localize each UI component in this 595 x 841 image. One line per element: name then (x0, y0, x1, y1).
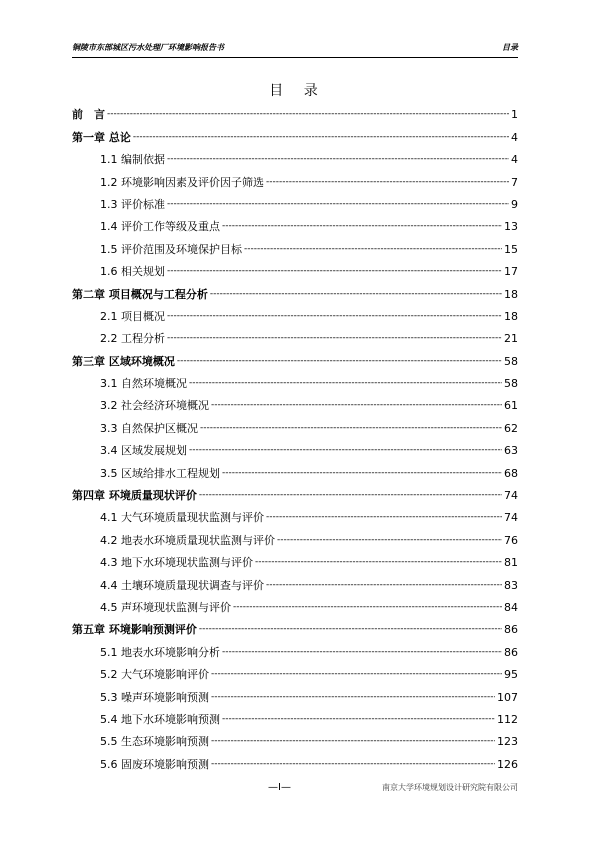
toc-leader-dashes (211, 758, 495, 771)
toc-section-entry[interactable] (72, 144, 518, 166)
toc-entry-page: 61 (504, 399, 518, 413)
toc-entry-label: 1.4 评价工作等级及重点 (100, 220, 220, 234)
running-header (72, 40, 518, 56)
toc-chapter-entry[interactable] (72, 99, 518, 121)
toc-section-entry[interactable] (72, 368, 518, 390)
toc-section-entry[interactable] (72, 390, 518, 412)
toc-section-entry[interactable] (72, 547, 518, 569)
toc-leader-dashes (211, 399, 502, 412)
toc-entry-page: 17 (504, 265, 518, 279)
toc-leader-dashes (266, 579, 502, 592)
toc-entry-label: 5.4 地下水环境影响预测 (100, 712, 220, 726)
toc-entry-page: 21 (504, 332, 518, 346)
toc-leader-dashes (222, 713, 495, 726)
toc-leader-dashes (222, 646, 502, 659)
toc-entry-label: 5.1 地表水环境影响分析 (100, 645, 220, 659)
toc-section-entry[interactable] (72, 704, 518, 726)
toc-entry-page: 4 (511, 153, 518, 167)
toc-chapter-entry[interactable] (72, 345, 518, 367)
toc-leader-dashes (255, 556, 502, 569)
toc-entry-label: 第三章 区域环境概况 (72, 354, 175, 368)
toc-leader-dashes (167, 198, 509, 211)
toc-leader-dashes (266, 176, 509, 189)
toc-entry-label: 5.6 固废环境影响预测 (100, 757, 209, 771)
toc-entry-page: 9 (511, 197, 518, 211)
toc-entry-label: 4.3 地下水环境现状监测与评价 (100, 556, 253, 570)
toc-section-entry[interactable] (72, 301, 518, 323)
toc-entry-label: 1.6 相关规划 (100, 265, 165, 279)
toc-entry-page: 4 (511, 130, 518, 144)
toc-entry-label: 4.4 土壤环境质量现状调查与评价 (100, 578, 264, 592)
toc-entry-page: 86 (504, 645, 518, 659)
toc-entry-label: 第二章 项目概况与工程分析 (72, 287, 208, 301)
toc-entry-label: 4.5 声环境现状监测与评价 (100, 600, 231, 614)
toc-entry-label: 2.2 工程分析 (100, 332, 165, 346)
toc-entry-label: 3.3 自然保护区概况 (100, 421, 198, 435)
section-name: 目录 (502, 43, 518, 52)
toc-section-entry[interactable] (72, 323, 518, 345)
toc-entry-page: 123 (497, 735, 518, 749)
toc-section-entry[interactable] (72, 502, 518, 524)
toc-leader-dashes (200, 422, 502, 435)
toc-entry-page: 76 (504, 533, 518, 547)
toc-entry-page: 95 (504, 668, 518, 682)
toc-leader-dashes (189, 444, 502, 457)
toc-entry-page: 112 (497, 712, 518, 726)
toc-leader-dashes (222, 467, 502, 480)
toc-leader-dashes (244, 243, 502, 256)
toc-leader-dashes (222, 220, 502, 233)
toc-entry-label: 1.5 评价范围及环境保护目标 (100, 242, 242, 256)
toc-section-entry[interactable] (72, 189, 518, 211)
toc-entry-label: 5.2 大气环境影响评价 (100, 668, 209, 682)
document-title: 铜陵市东部城区污水处理厂环境影响报告书 (72, 43, 224, 52)
toc-chapter-entry[interactable] (72, 480, 518, 502)
toc-section-entry[interactable] (72, 748, 518, 770)
toc-entry-page: 18 (504, 287, 518, 301)
toc-leader-dashes (199, 623, 502, 636)
toc-entry-page: 18 (504, 309, 518, 323)
toc-entry-label: 前 言 (72, 108, 105, 122)
table-of-contents (72, 99, 518, 771)
toc-leader-dashes (211, 691, 495, 704)
toc-entry-page: 15 (504, 242, 518, 256)
toc-entry-page: 81 (504, 556, 518, 570)
header-rule (72, 57, 518, 58)
toc-leader-dashes (167, 332, 502, 345)
toc-leader-dashes (233, 601, 502, 614)
toc-entry-page: 62 (504, 421, 518, 435)
toc-entry-label: 4.2 地表水环境质量现状监测与评价 (100, 533, 275, 547)
toc-leader-dashes (167, 153, 509, 166)
toc-entry-label: 4.1 大气环境质量现状监测与评价 (100, 511, 264, 525)
toc-chapter-entry[interactable] (72, 278, 518, 300)
toc-chapter-entry[interactable] (72, 121, 518, 143)
toc-entry-page: 126 (497, 757, 518, 771)
toc-entry-page: 7 (511, 175, 518, 189)
toc-leader-dashes (177, 355, 502, 368)
toc-entry-label: 3.1 自然环境概况 (100, 377, 187, 391)
toc-entry-page: 74 (504, 511, 518, 525)
toc-leader-dashes (266, 511, 502, 524)
toc-section-entry[interactable] (72, 233, 518, 255)
toc-entry-page: 74 (504, 489, 518, 503)
page-number: —I— (268, 782, 291, 793)
toc-entry-label: 3.4 区域发展规划 (100, 444, 187, 458)
toc-section-entry[interactable] (72, 681, 518, 703)
toc-entry-label: 1.1 编制依据 (100, 153, 165, 167)
toc-entry-label: 3.2 社会经济环境概况 (100, 399, 209, 413)
toc-entry-label: 第四章 环境质量现状评价 (72, 489, 197, 503)
toc-section-entry[interactable] (72, 166, 518, 188)
toc-entry-page: 58 (504, 377, 518, 391)
toc-title: 目 录 (269, 83, 326, 99)
toc-chapter-entry[interactable] (72, 614, 518, 636)
toc-leader-dashes (210, 288, 502, 301)
toc-entry-label: 5.5 生态环境影响预测 (100, 735, 209, 749)
toc-entry-label: 3.5 区域给排水工程规划 (100, 466, 220, 480)
toc-section-entry[interactable] (72, 211, 518, 233)
toc-entry-page: 1 (511, 108, 518, 122)
toc-entry-label: 5.3 噪声环境影响预测 (100, 690, 209, 704)
toc-section-entry[interactable] (72, 726, 518, 748)
toc-entry-page: 107 (497, 690, 518, 704)
toc-leader-dashes (107, 108, 509, 121)
toc-entry-label: 1.2 环境影响因素及评价因子筛选 (100, 175, 264, 189)
toc-leader-dashes (277, 534, 502, 547)
toc-entry-label: 第一章 总论 (72, 130, 131, 144)
footer-organization: 南京大学环境规划设计研究院有限公司 (382, 783, 518, 792)
toc-section-entry[interactable] (72, 524, 518, 546)
toc-entry-label: 第五章 环境影响预测评价 (72, 623, 197, 637)
toc-leader-dashes (189, 377, 502, 390)
toc-leader-dashes (211, 668, 502, 681)
toc-entry-label: 1.3 评价标准 (100, 197, 165, 211)
toc-section-entry[interactable] (72, 435, 518, 457)
toc-section-entry[interactable] (72, 256, 518, 278)
toc-leader-dashes (199, 489, 502, 502)
toc-section-entry[interactable] (72, 569, 518, 591)
toc-section-entry[interactable] (72, 636, 518, 658)
toc-entry-page: 68 (504, 466, 518, 480)
toc-section-entry[interactable] (72, 412, 518, 434)
toc-entry-page: 84 (504, 600, 518, 614)
toc-leader-dashes (211, 735, 495, 748)
toc-leader-dashes (167, 310, 502, 323)
toc-entry-page: 58 (504, 354, 518, 368)
toc-section-entry[interactable] (72, 659, 518, 681)
toc-entry-page: 63 (504, 444, 518, 458)
toc-entry-page: 86 (504, 623, 518, 637)
toc-section-entry[interactable] (72, 457, 518, 479)
toc-entry-label: 2.1 项目概况 (100, 309, 165, 323)
toc-leader-dashes (133, 131, 509, 144)
toc-entry-page: 83 (504, 578, 518, 592)
toc-entry-page: 13 (504, 220, 518, 234)
toc-section-entry[interactable] (72, 592, 518, 614)
toc-leader-dashes (167, 265, 502, 278)
